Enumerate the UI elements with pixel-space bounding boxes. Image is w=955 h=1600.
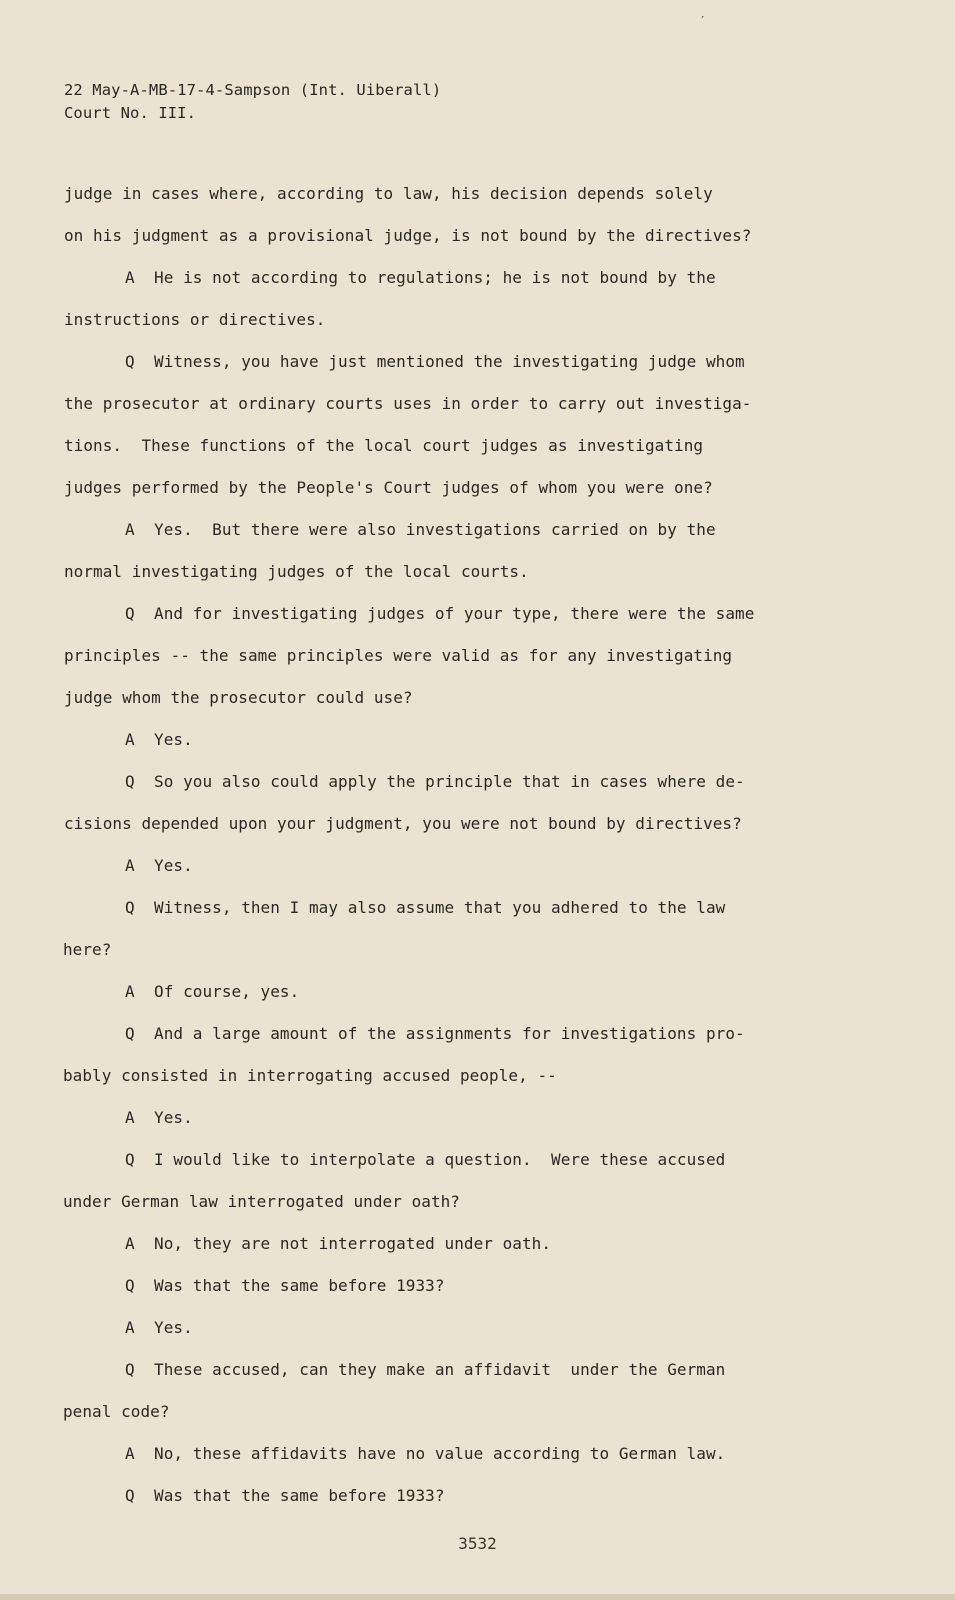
text-line: instructions or directives.: [64, 310, 326, 329]
text-line: judges performed by the People's Court judges of whom you were one?: [64, 478, 713, 497]
text-line: Q Witness, you have just mentioned the investigating judge whom: [125, 352, 745, 371]
page-number: 3532: [458, 1534, 497, 1553]
text-line: A Yes.: [125, 730, 193, 749]
text-line: Q And for investigating judges of your type, there were the same: [125, 604, 755, 623]
text-line: normal investigating judges of the local courts.: [64, 562, 529, 581]
text-line: A Yes.: [125, 1318, 193, 1337]
text-line: the prosecutor at ordinary courts uses in order to carry out investiga-: [64, 394, 752, 413]
text-line: Q Witness, then I may also assume that you adhered to the law: [125, 898, 726, 917]
text-line: Q These accused, can they make an affidavit under the German: [125, 1360, 726, 1379]
text-line: judge in cases where, according to law, his decision depends solely: [64, 184, 713, 203]
text-line: Q I would like to interpolate a question. Were these accused: [125, 1150, 726, 1169]
text-line: on his judgment as a provisional judge, is not bound by the directives?: [64, 226, 752, 245]
text-line: here?: [63, 940, 112, 959]
stray-ink-mark: ′: [699, 14, 707, 28]
text-line: A Yes.: [125, 856, 193, 875]
text-line: under German law interrogated under oath?: [63, 1192, 460, 1211]
text-line: Q And a large amount of the assignments for investigations pro-: [125, 1024, 745, 1043]
text-line: A No, they are not interrogated under oath.: [125, 1234, 552, 1253]
text-line: Q Was that the same before 1933?: [125, 1276, 445, 1295]
text-line: tions. These functions of the local court judges as investigating: [64, 436, 704, 455]
text-line: Q Was that the same before 1933?: [125, 1486, 445, 1505]
header-session-line: 22 May-A-MB-17-4-Sampson (Int. Uiberall): [64, 81, 442, 99]
text-line: A Of course, yes.: [125, 982, 300, 1001]
text-line: A Yes.: [125, 1108, 193, 1127]
text-line: bably consisted in interrogating accused people, --: [63, 1066, 557, 1085]
testimony-body: [0, 184, 955, 1528]
text-line: cisions depended upon your judgment, you were not bound by directives?: [64, 814, 742, 833]
text-line: A Yes. But there were also investigations carried on by the: [125, 520, 716, 539]
text-line: Q So you also could apply the principle that in cases where de-: [125, 772, 745, 791]
text-line: judge whom the prosecutor could use?: [64, 688, 413, 707]
text-line: principles -- the same principles were valid as for any investigating: [64, 646, 733, 665]
text-line: A No, these affidavits have no value according to German law.: [125, 1444, 726, 1463]
text-line: A He is not according to regulations; he is not bound by the: [125, 268, 716, 287]
page-header: [64, 79, 441, 125]
header-court-line: Court No. III.: [64, 104, 197, 122]
text-line: penal code?: [63, 1402, 170, 1421]
